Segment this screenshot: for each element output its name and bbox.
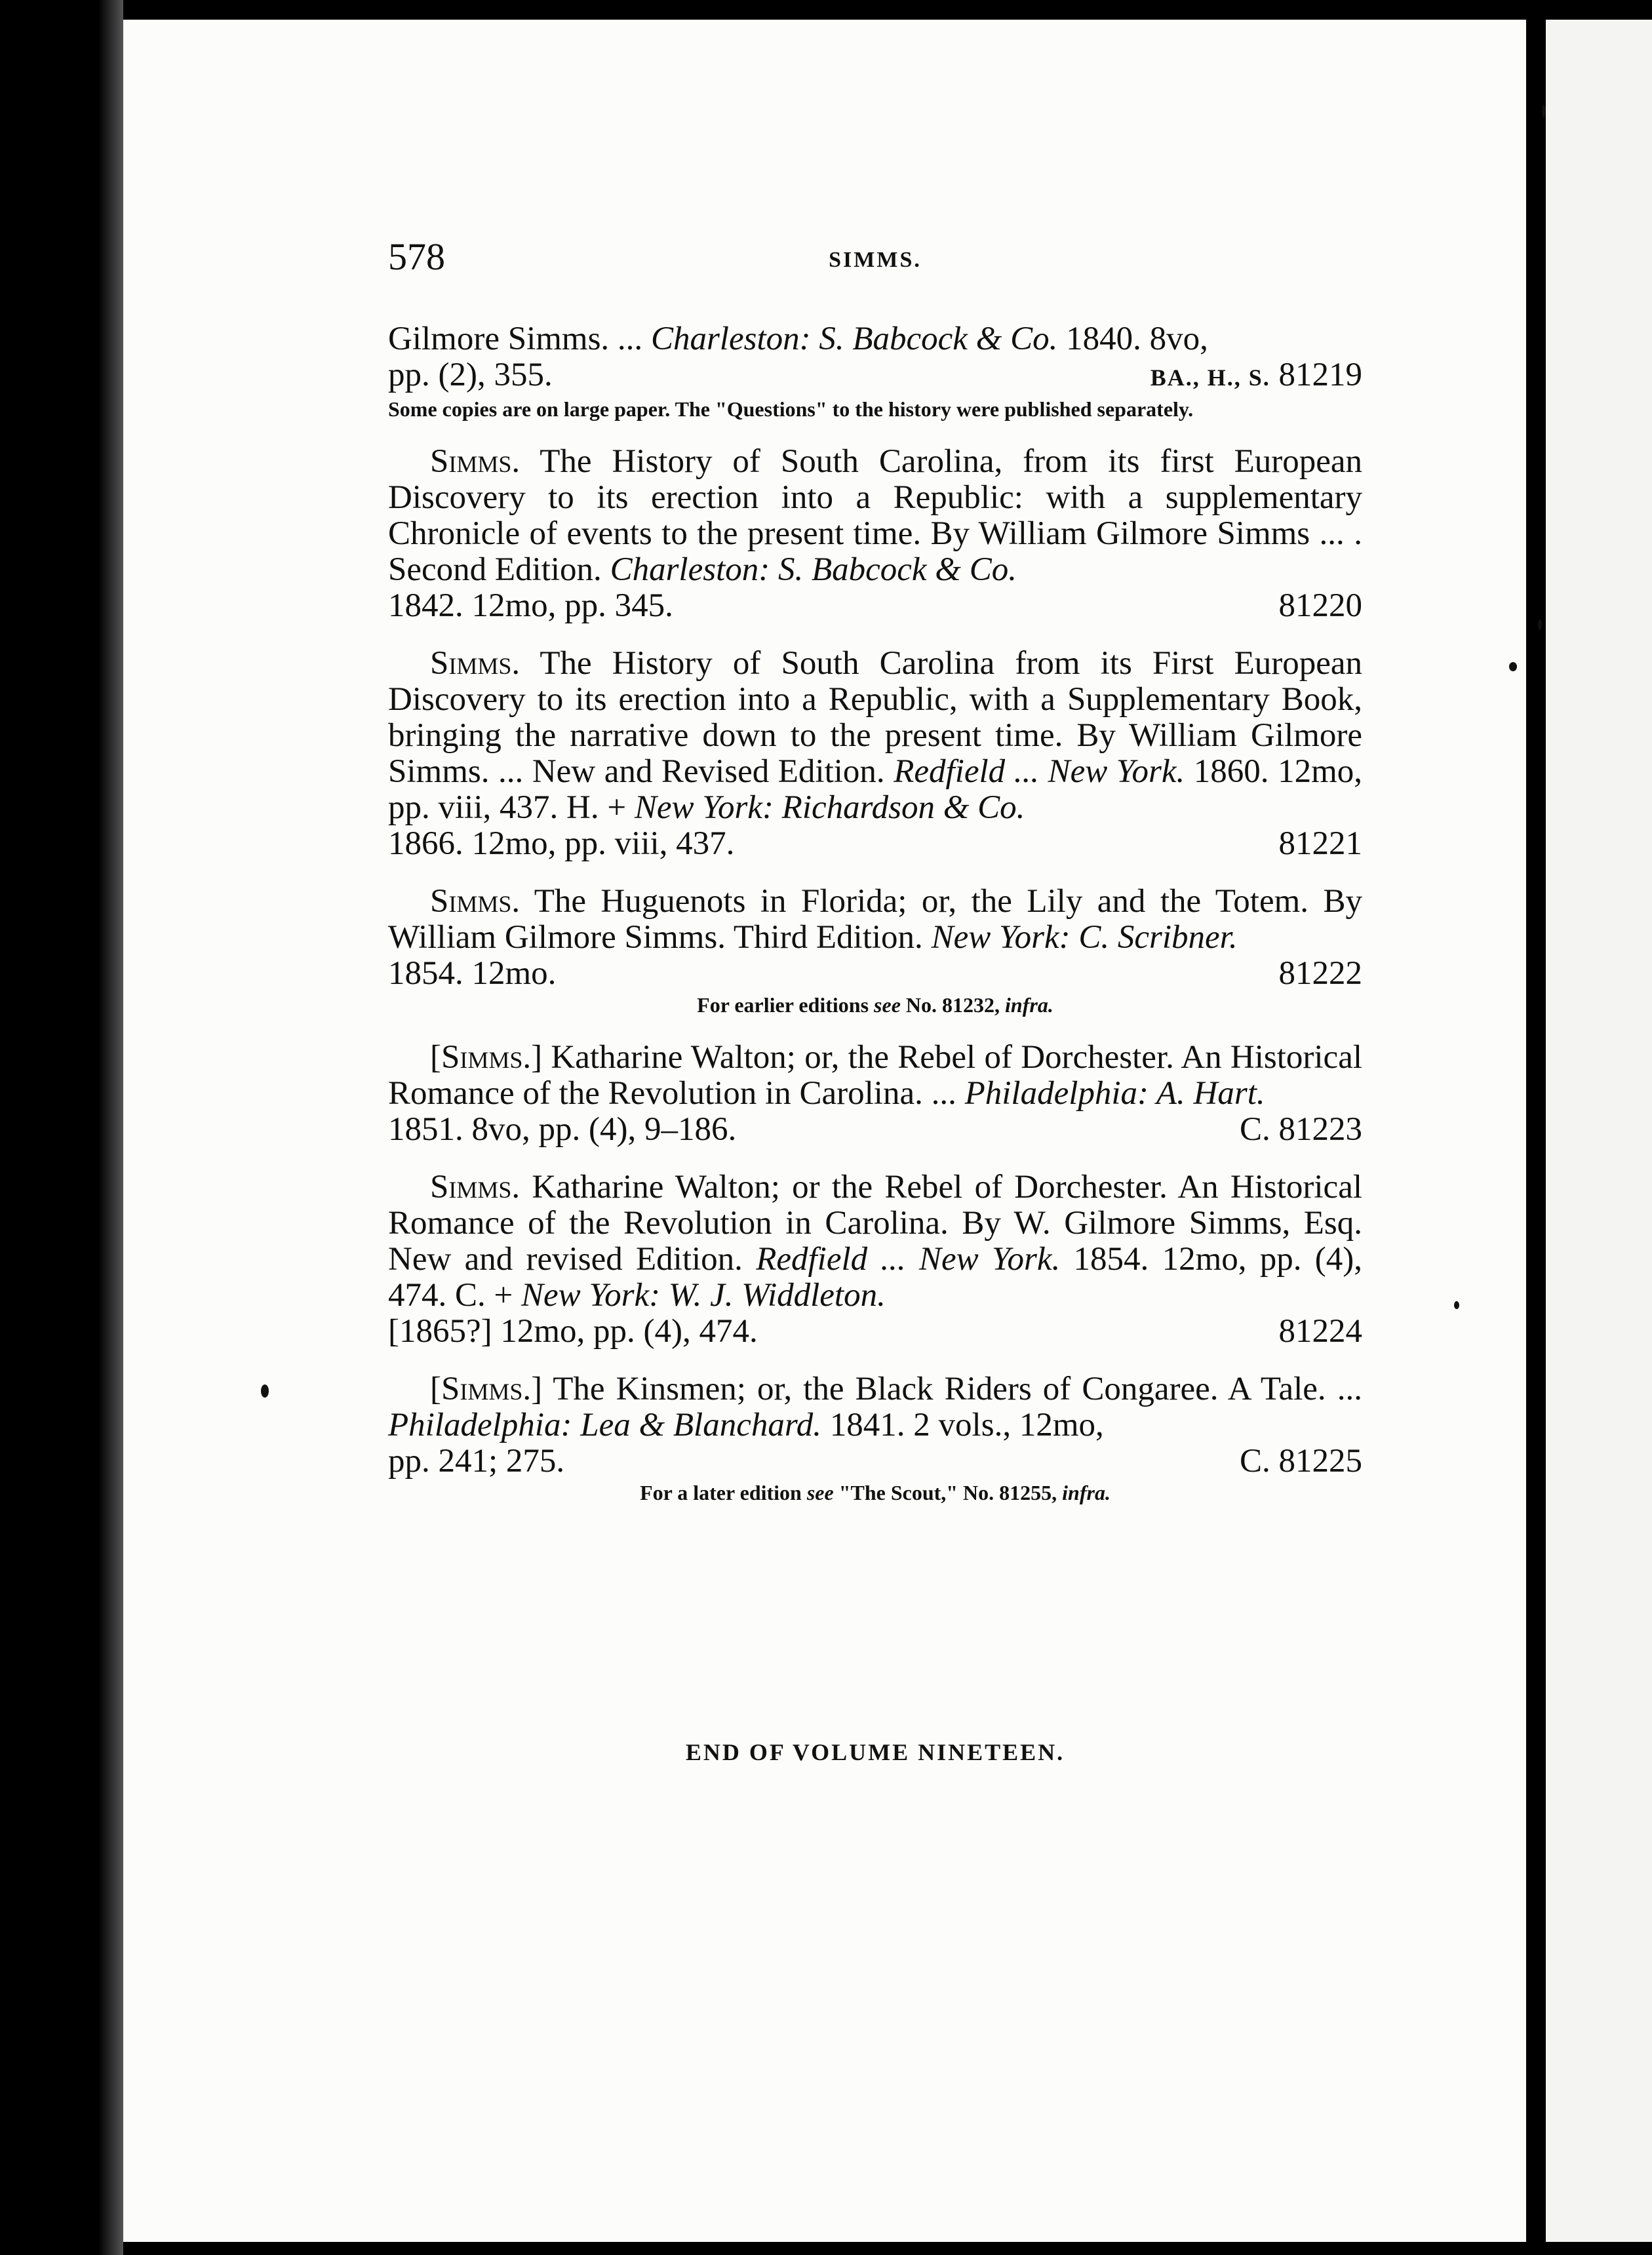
author: [Simms.] — [430, 1371, 543, 1407]
collation: 1854. 12mo, pp. (4), 474. C. + — [388, 1241, 1362, 1314]
collation: 1854. 12mo. — [388, 955, 557, 992]
entry-number: 81222 — [1278, 955, 1362, 992]
collation: 1866. 12mo, pp. viii, 437. — [388, 825, 735, 862]
running-head: SIMMS. — [829, 248, 922, 272]
collation: 1851. 8vo, pp. (4), 9–186. — [388, 1111, 737, 1148]
entry-81224 — [388, 1169, 1362, 1350]
ink-speck — [1542, 105, 1546, 118]
entry-note — [388, 992, 1362, 1018]
title: The History of South Carolina, from its first European Discovery to its erection into a Republic: with a supplementary Chronicle of events to the present time. By William Gilmore Simms ... . Second Edition. — [388, 443, 1362, 588]
entry-number: C. 81225 — [1239, 1443, 1362, 1480]
collation: 1860. 12mo, pp. viii, 437. H. + — [388, 753, 1362, 826]
note-text: For earlier editions — [697, 993, 875, 1017]
publisher: Charleston: S. Babcock & Co. — [610, 551, 1017, 588]
note-text: see — [806, 1481, 834, 1504]
collation: pp. 241; 275. — [388, 1443, 565, 1480]
publisher: Philadelphia: A. Hart. — [964, 1075, 1265, 1112]
entry-text: Gilmore Simms. ... — [388, 321, 651, 357]
publisher: New York: C. Scribner. — [931, 919, 1238, 956]
ink-speck — [1538, 619, 1542, 630]
entry-81225 — [388, 1371, 1362, 1506]
note-text: infra. — [1062, 1481, 1111, 1504]
entry-81219 — [388, 321, 1362, 422]
publisher: Charleston: S. Babcock & Co. — [650, 321, 1058, 357]
note-text: For a later edition — [640, 1481, 807, 1504]
entry-81222 — [388, 884, 1362, 1018]
publisher: New York: Richardson & Co. — [634, 789, 1025, 826]
collation: [1865?] 12mo, pp. (4), 474. — [388, 1313, 758, 1350]
publisher: Redfield ... New York. — [756, 1241, 1061, 1278]
binding-shadow — [98, 0, 123, 2255]
entry-81223 — [388, 1040, 1362, 1148]
page-number: 578 — [388, 235, 445, 278]
note-text: No. 81232, — [900, 993, 1006, 1017]
library-symbols: BA., H., S. — [1150, 364, 1270, 391]
publisher: Philadelphia: Lea & Blanchard. — [388, 1407, 822, 1443]
entry-note — [388, 1480, 1362, 1506]
ink-speck — [1454, 1301, 1459, 1309]
note-text: "The Scout," No. 81255, — [833, 1481, 1063, 1504]
end-of-volume: END OF VOLUME NINETEEN. — [685, 1739, 1065, 1765]
facing-page-edge — [1546, 20, 1652, 2242]
publisher: New York: W. J. Widdleton. — [521, 1277, 886, 1314]
entry-number: 81219 — [1278, 357, 1362, 393]
entry-note: Some copies are on large paper. The "Questions" to the history were published separately. — [388, 397, 1194, 421]
title: Katharine Walton; or, the Rebel of Dorchester. An Historical Romance of the Revolution in Carolina. ... — [388, 1039, 1362, 1112]
publisher: Redfield ... New York. — [894, 753, 1185, 790]
collation: pp. (2), 355. — [388, 357, 553, 393]
entry-text: 1840. 8vo, — [1057, 321, 1208, 357]
note-text: see — [874, 993, 901, 1017]
collation: 1841. 2 vols., 12mo, — [821, 1407, 1104, 1443]
entry-number: 81220 — [1278, 587, 1362, 624]
note-text: infra. — [1005, 993, 1053, 1017]
collation: 1842. 12mo, pp. 345. — [388, 587, 673, 624]
ink-speck — [261, 1384, 269, 1398]
entry-81220 — [388, 444, 1362, 624]
entry-number: 81221 — [1278, 825, 1362, 862]
entry-number: C. 81223 — [1239, 1111, 1362, 1148]
author: Simms. — [430, 645, 521, 682]
title: The Kinsmen; or, the Black Riders of Congaree. A Tale. ... — [542, 1371, 1362, 1407]
author: [Simms.] — [430, 1039, 543, 1076]
page-body — [388, 321, 1362, 1527]
title: The Huguenots in Florida; or, the Lily and the Totem. By William Gilmore Simms. Third Edition. — [388, 883, 1362, 956]
author: Simms. — [430, 1169, 521, 1206]
page-header — [388, 235, 1362, 287]
title: Katharine Walton; or the Rebel of Dorchester. An Historical Romance of the Revolution in Carolina. By W. Gilmore Simms, Esq. New and revised Edition. — [388, 1169, 1362, 1278]
ink-speck — [1509, 662, 1517, 671]
entry-number: 81224 — [1278, 1313, 1362, 1350]
author: Simms. — [430, 883, 521, 920]
title: The History of South Carolina from its First European Discovery to its erection into a Republic, with a Supplementary Book, bringing the narrative down to the present time. By William Gilmore Simms. ... New and Revised Edition. — [388, 645, 1362, 790]
author: Simms. — [430, 443, 521, 480]
entry-81221 — [388, 646, 1362, 862]
